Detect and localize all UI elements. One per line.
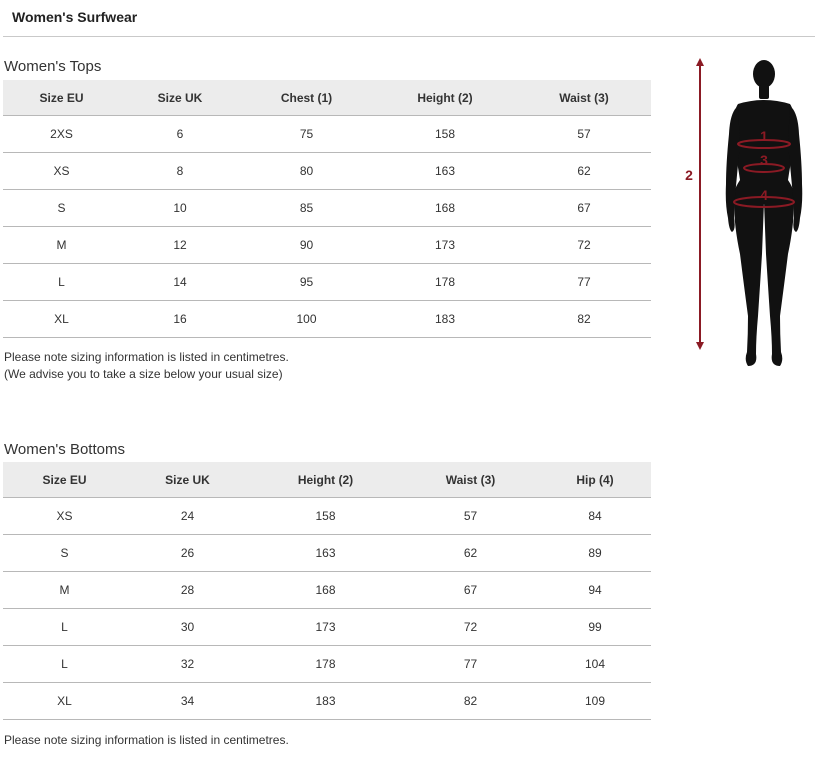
- table-cell: 6: [120, 116, 240, 153]
- table-cell: 183: [249, 683, 402, 720]
- table-cell: S: [3, 190, 120, 227]
- table-cell: 95: [240, 264, 373, 301]
- tops-col-chest: Chest (1): [240, 80, 373, 116]
- table-cell: S: [3, 535, 126, 572]
- table-cell: 85: [240, 190, 373, 227]
- table-cell: 183: [373, 301, 517, 338]
- table-row: [3, 646, 651, 683]
- table-cell: 90: [240, 227, 373, 264]
- bottoms-col-size-eu: Size EU: [3, 462, 126, 498]
- table-cell: 62: [402, 535, 539, 572]
- table-cell: 178: [373, 264, 517, 301]
- tops-sizing-note: [4, 349, 289, 383]
- table-cell: 57: [517, 116, 651, 153]
- table-row: [3, 264, 651, 301]
- table-cell: 178: [249, 646, 402, 683]
- tops-heading: Women's Tops: [4, 58, 102, 75]
- table-cell: 173: [249, 609, 402, 646]
- table-cell: 82: [517, 301, 651, 338]
- table-cell: 158: [373, 116, 517, 153]
- table-cell: XL: [3, 683, 126, 720]
- page-title: Women's Surfwear: [12, 9, 138, 25]
- bottoms-col-height: Height (2): [249, 462, 402, 498]
- table-row: [3, 498, 651, 535]
- bottoms-sizing-note: Please note sizing information is listed in centimetres.: [4, 733, 289, 747]
- table-cell: 94: [539, 572, 651, 609]
- table-cell: L: [3, 646, 126, 683]
- table-cell: 30: [126, 609, 249, 646]
- tops-note-line: Please note sizing information is listed in centimetres.: [4, 350, 289, 364]
- bottoms-heading: Women's Bottoms: [4, 441, 125, 458]
- table-cell: 168: [373, 190, 517, 227]
- table-cell: XL: [3, 301, 120, 338]
- table-cell: 173: [373, 227, 517, 264]
- table-cell: 26: [126, 535, 249, 572]
- table-cell: 62: [517, 153, 651, 190]
- table-cell: M: [3, 227, 120, 264]
- tops-note-advice: (We advise you to take a size below your usual size): [4, 367, 283, 381]
- table-cell: L: [3, 264, 120, 301]
- bottoms-header-row: [3, 462, 651, 498]
- bottoms-col-waist: Waist (3): [402, 462, 539, 498]
- tops-header-row: [3, 80, 651, 116]
- table-cell: 109: [539, 683, 651, 720]
- bottoms-col-hip: Hip (4): [539, 462, 651, 498]
- table-cell: 72: [517, 227, 651, 264]
- table-cell: 34: [126, 683, 249, 720]
- table-row: [3, 190, 651, 227]
- hip-label: 4: [760, 187, 768, 203]
- table-cell: 82: [402, 683, 539, 720]
- height-arrow: [696, 58, 704, 350]
- waist-label: 3: [760, 152, 768, 168]
- table-cell: 77: [402, 646, 539, 683]
- table-cell: 80: [240, 153, 373, 190]
- table-row: [3, 227, 651, 264]
- table-cell: 77: [517, 264, 651, 301]
- table-cell: 32: [126, 646, 249, 683]
- tops-col-height: Height (2): [373, 80, 517, 116]
- table-row: [3, 153, 651, 190]
- table-cell: 57: [402, 498, 539, 535]
- table-cell: XS: [3, 153, 120, 190]
- table-row: [3, 683, 651, 720]
- bottoms-size-table: [3, 462, 651, 720]
- table-cell: 163: [249, 535, 402, 572]
- table-cell: 99: [539, 609, 651, 646]
- table-cell: 10: [120, 190, 240, 227]
- table-row: [3, 301, 651, 338]
- table-row: [3, 116, 651, 153]
- table-cell: 2XS: [3, 116, 120, 153]
- height-label: 2: [685, 167, 693, 183]
- table-cell: 84: [539, 498, 651, 535]
- table-cell: 75: [240, 116, 373, 153]
- tops-col-size-uk: Size UK: [120, 80, 240, 116]
- table-row: [3, 572, 651, 609]
- table-cell: XS: [3, 498, 126, 535]
- table-cell: 12: [120, 227, 240, 264]
- table-cell: 67: [517, 190, 651, 227]
- table-cell: 104: [539, 646, 651, 683]
- tops-col-waist: Waist (3): [517, 80, 651, 116]
- table-row: [3, 535, 651, 572]
- table-cell: 163: [373, 153, 517, 190]
- table-cell: 168: [249, 572, 402, 609]
- table-cell: 14: [120, 264, 240, 301]
- woman-silhouette: [726, 60, 803, 366]
- table-cell: L: [3, 609, 126, 646]
- table-row: [3, 609, 651, 646]
- title-divider: [3, 36, 815, 37]
- table-cell: M: [3, 572, 126, 609]
- table-cell: 16: [120, 301, 240, 338]
- measurement-figure: [672, 54, 817, 372]
- table-cell: 89: [539, 535, 651, 572]
- table-cell: 100: [240, 301, 373, 338]
- bottoms-col-size-uk: Size UK: [126, 462, 249, 498]
- table-cell: 72: [402, 609, 539, 646]
- table-cell: 28: [126, 572, 249, 609]
- table-cell: 8: [120, 153, 240, 190]
- tops-col-size-eu: Size EU: [3, 80, 120, 116]
- table-cell: 24: [126, 498, 249, 535]
- table-cell: 67: [402, 572, 539, 609]
- table-cell: 158: [249, 498, 402, 535]
- chest-label: 1: [760, 128, 768, 144]
- tops-size-table: [3, 80, 651, 338]
